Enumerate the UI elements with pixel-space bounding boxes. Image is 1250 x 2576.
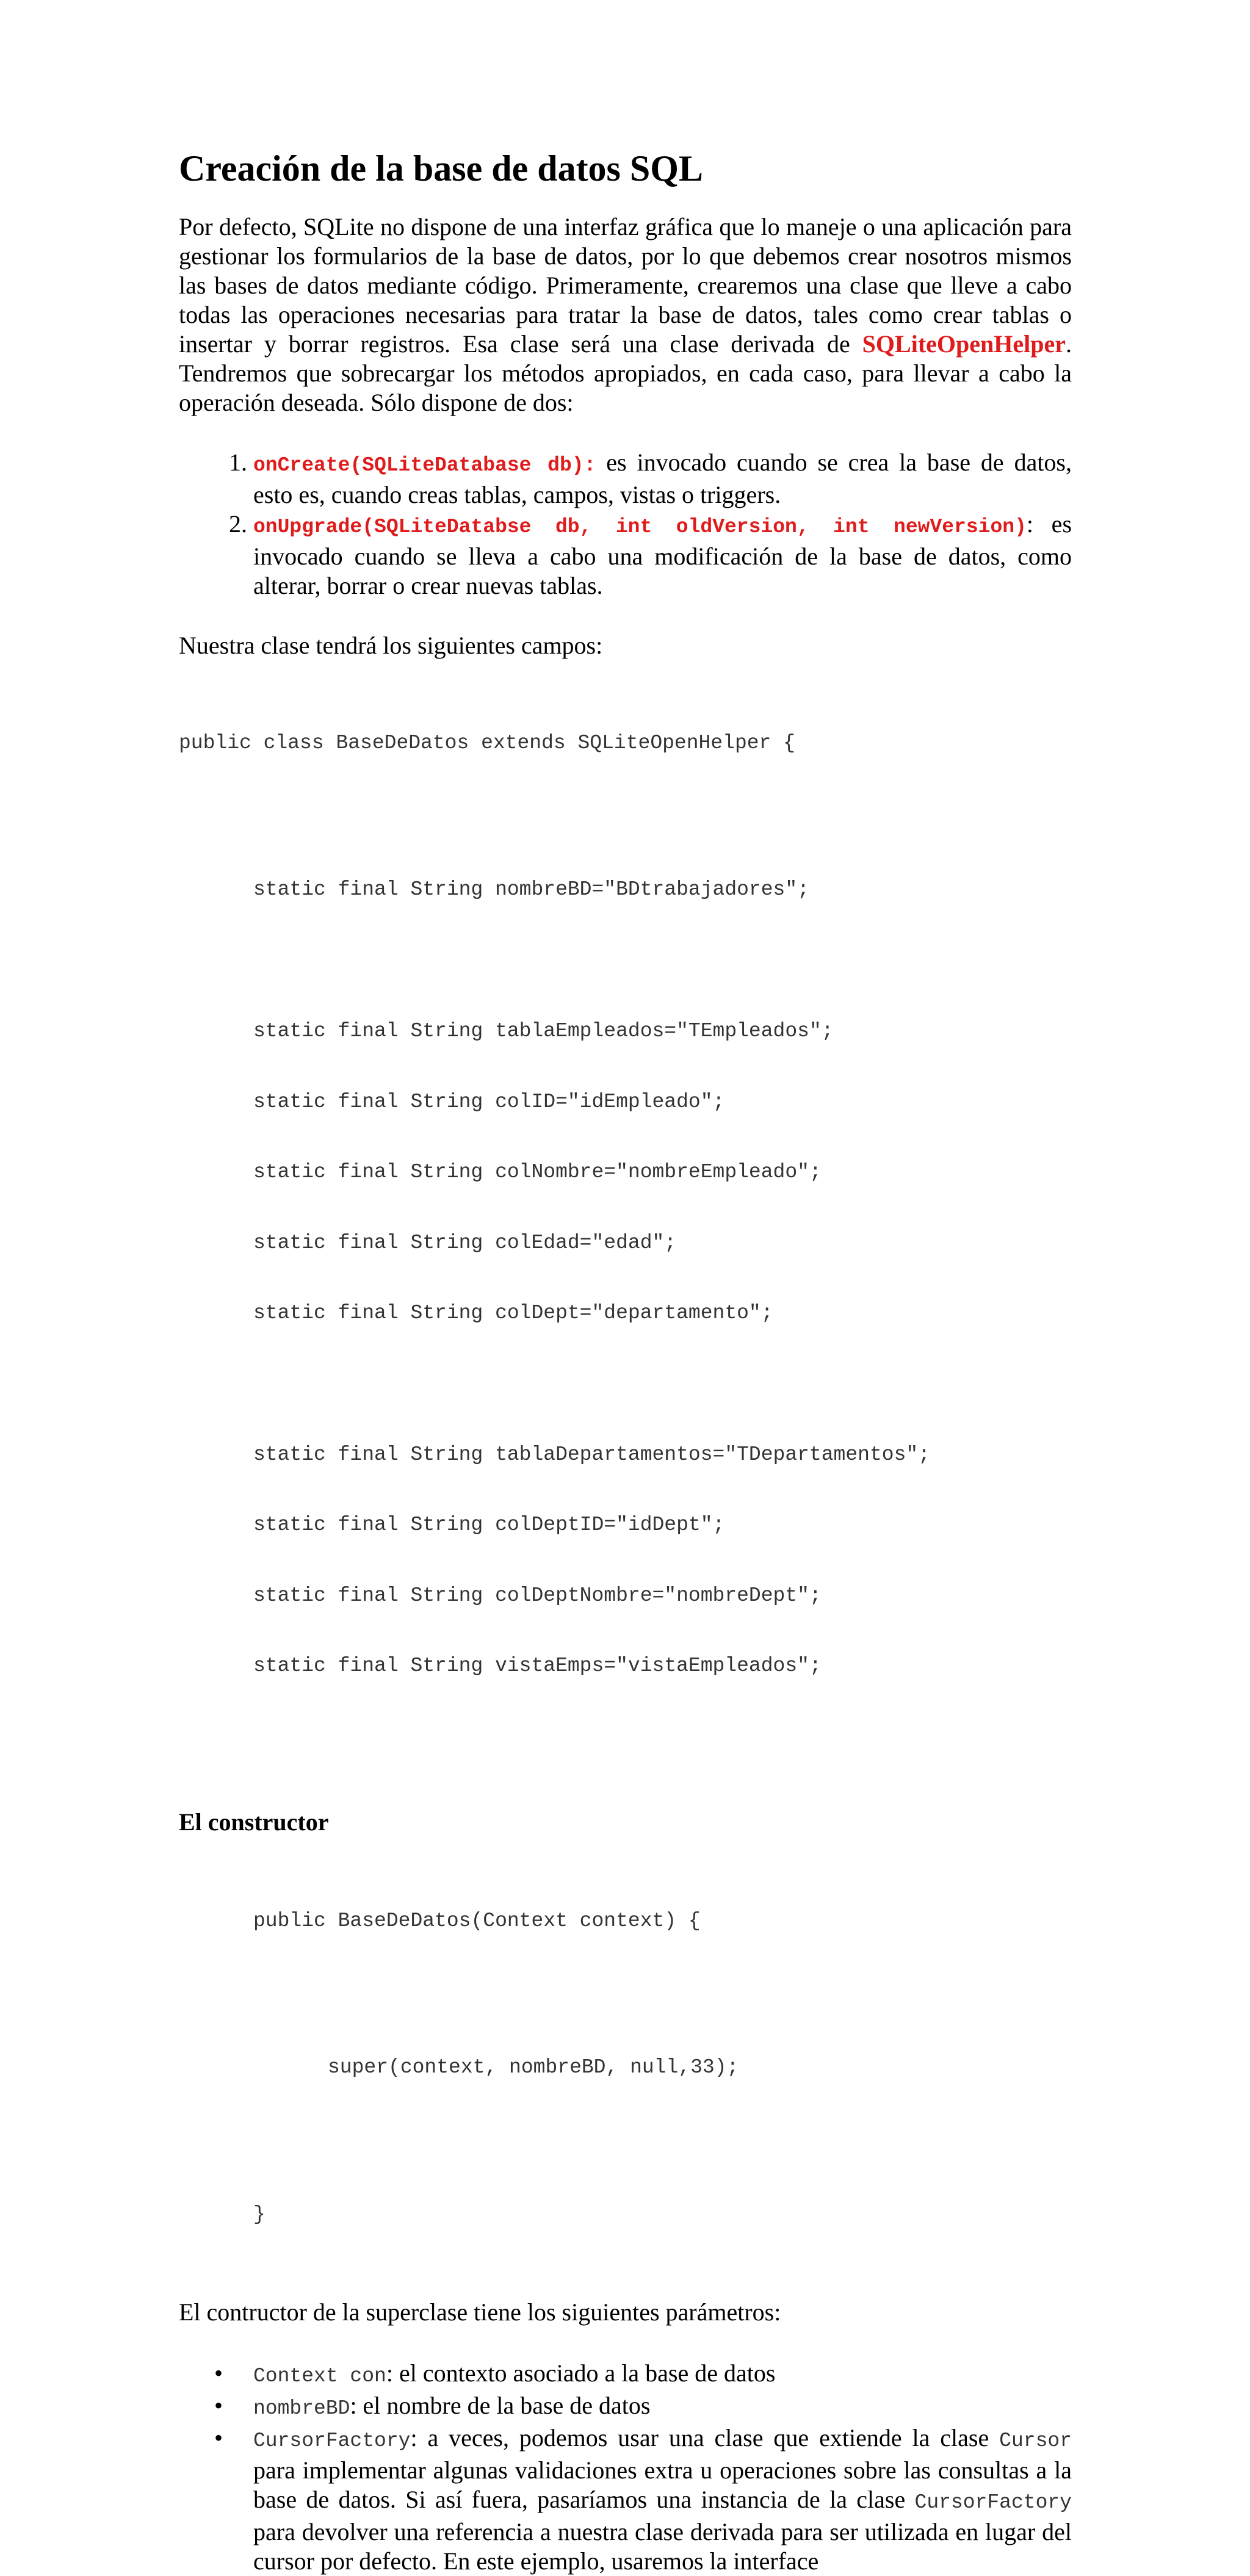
fields-intro: Nuestra clase tendrá los siguientes campos:: [179, 632, 603, 659]
page-title: Creación de la base de datos SQL: [179, 148, 703, 189]
param-item-cursorfactory: [214, 2423, 1072, 2576]
code-line: static final String colDept="departamento";: [253, 1302, 773, 1324]
document-page: [179, 146, 1072, 2576]
code-line: static final String nombreBD="BDtrabajadores";: [253, 878, 809, 901]
code-line: static final String colNombre="nombreEmpleado";: [253, 1161, 822, 1183]
params-list: [179, 2359, 1072, 2576]
param-item-context: [214, 2359, 1072, 2391]
param-code-cursor: Cursor: [999, 2430, 1072, 2452]
method-signature-oncreate: onCreate(SQLiteDatabase db):: [253, 454, 596, 477]
bullet: •: [214, 2359, 223, 2387]
param-text-nombrebd: : el nombre de la base de datos: [350, 2392, 651, 2419]
code-constructor-signature: public BaseDeDatos(Context context) {: [253, 1909, 701, 1932]
code-line: static final String tablaDepartamentos="TDepartamentos";: [253, 1443, 930, 1466]
param-code-context: Context con: [253, 2365, 386, 2387]
code-line: static final String vistaEmps="vistaEmpleados";: [253, 1654, 822, 1677]
code-line: static final String colDeptID="idDept";: [253, 1513, 725, 1536]
method-description-onupgrade: : es invocado cuando se lleva a cabo una modificación de la base de datos, como alterar, borrar o crear nuevas tablas.: [253, 510, 1072, 599]
param-text-cursorfactory-a: : a veces, podemos usar una clase que extiende la clase: [410, 2424, 1000, 2452]
class-code-block: [179, 685, 1072, 1725]
param-code-cursorfactory-2: CursorFactory: [914, 2491, 1072, 2514]
method-item-onupgrade: [253, 510, 1072, 601]
sqliteopenhelper-highlight: SQLiteOpenHelper: [862, 330, 1066, 358]
constructor-code-block: [179, 1863, 1072, 2274]
bullet: •: [214, 2392, 223, 2419]
param-text-cursorfactory-c: para devolver una referencia a nuestra clase derivada para ser utilizada en lugar del cursor por defecto. En este ejemplo, usaremos la interface: [253, 2518, 1072, 2575]
param-item-nombrebd: [214, 2391, 1072, 2423]
code-line: static final String colID="idEmpleado";: [253, 1090, 725, 1113]
code-line: static final String tablaEmpleados="TEmpleados";: [253, 1020, 834, 1042]
code-super-call: super(context, nombreBD, null,33);: [328, 2056, 739, 2079]
method-description-oncreate: es invocado cuando se crea la base de datos, esto es, cuando creas tablas, campos, vistas o triggers.: [253, 449, 1072, 508]
param-code-cursorfactory: CursorFactory: [253, 2430, 411, 2452]
param-text-cursorfactory-b: para implementar algunas validaciones extra u operaciones sobre las consultas a la base de datos. Si así fuera, pasaríamos una instancia de la clase: [253, 2456, 1072, 2513]
param-code-nombrebd: nombreBD: [253, 2397, 350, 2420]
intro-paragraph: [179, 212, 1072, 417]
params-intro: El contructor de la superclase tiene los siguientes parámetros:: [179, 2298, 781, 2326]
intro-text-after: . Tendremos que sobrecargar los métodos apropiados, en cada caso, para llevar a cabo la operación deseada. Sólo dispone de dos:: [179, 330, 1072, 416]
code-line: static final String colEdad="edad";: [253, 1231, 677, 1254]
method-signature-onupgrade: onUpgrade(SQLiteDatabse db, int oldVersion, int newVersion): [253, 516, 1027, 538]
code-line: static final String colDeptNombre="nombreDept";: [253, 1584, 822, 1607]
code-closing-brace: }: [253, 2203, 266, 2226]
bullet: •: [214, 2424, 223, 2452]
methods-list: [179, 448, 1072, 601]
param-text-context: : el contexto asociado a la base de datos: [386, 2359, 776, 2387]
method-item-oncreate: [253, 448, 1072, 510]
constructor-heading: El constructor: [179, 1808, 329, 1836]
intro-text-before: Por defecto, SQLite no dispone de una interfaz gráfica que lo maneje o una aplicación para gestionar los formularios de la base de datos, por lo que debemos crear nosotros mismos las bases de datos mediante código. Primeramente, crearemos una clase que lleve a cabo todas las operaciones necesarias para tratar la base de datos, tales como crear tablas o insertar y borrar registros. Esa clase será una clase derivada de: [179, 213, 1072, 358]
code-class-header: public class BaseDeDatos extends SQLiteOpenHelper {: [179, 732, 795, 754]
